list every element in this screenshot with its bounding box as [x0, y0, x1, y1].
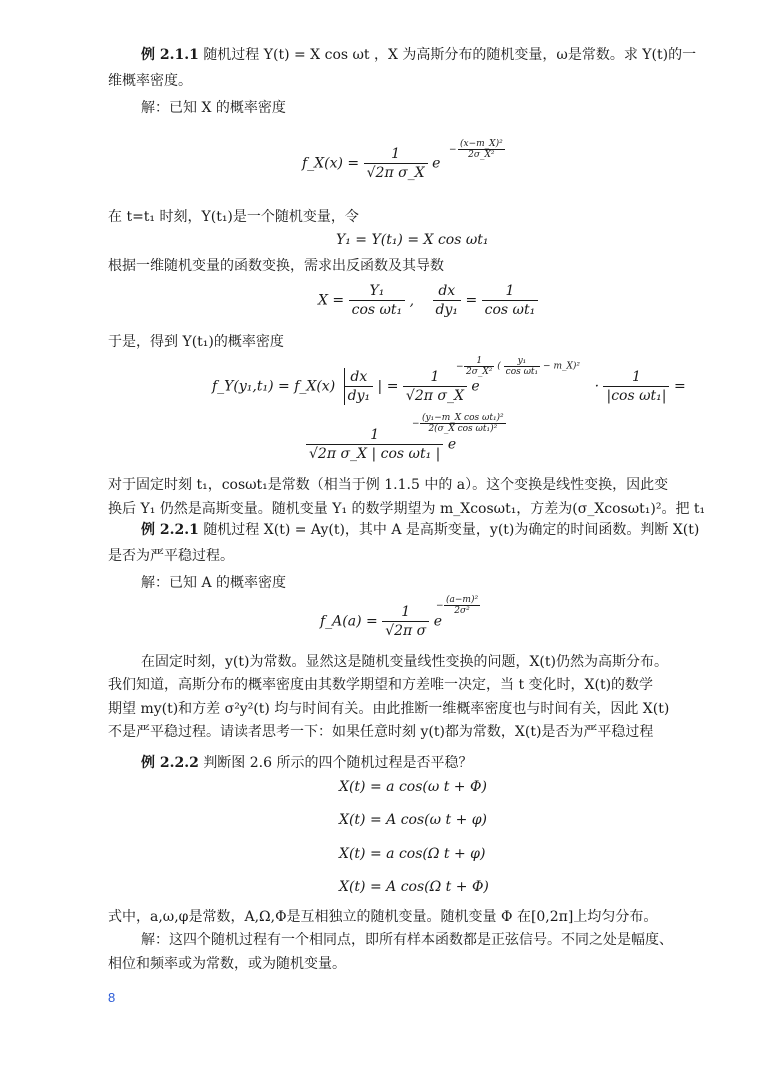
process-equation-4: X(t) = A cos(Ω t + Φ) [339, 879, 489, 895]
text-result-intro: 于是，得到 Y(t₁)的概率密度 [108, 334, 284, 350]
exponent-minus: − [456, 362, 464, 372]
example-2-1-1-line-1 [141, 46, 696, 64]
solution-intro: 解：已知 X 的概率密度 [141, 100, 286, 116]
exponent-fy-result [412, 413, 506, 434]
example-2-1-1-line-2: 维概率密度。 [108, 73, 192, 89]
text-time-instant: 在 t=t₁ 时刻，Y(t₁)是一个随机变量，令 [108, 209, 359, 225]
exponent-numerator: (y₁−m_X cos ωt₁)² [422, 413, 504, 423]
example-2-2-2-line-1 [141, 754, 472, 772]
fraction [349, 282, 406, 319]
numerator: Y₁ [349, 282, 406, 301]
example-heading: 例 2.2.1 [141, 522, 199, 538]
exponent-denominator: 2σ² [454, 606, 470, 616]
exponent-numerator: (x−m_X)² [460, 139, 503, 149]
process-equation-3: X(t) = a cos(Ω t + φ) [339, 846, 486, 862]
exponent-minus: − [412, 419, 420, 429]
equation-fx [302, 145, 440, 182]
exponent-denominator: 2(σ_X cos ωt₁)² [428, 424, 498, 434]
text-linear-transform-2: 换后 Y₁ 仍然是高斯变量。随机变量 Y₁ 的数学期望为 m_Xcosωt₁，方差为(σ_Xcosωt₁)²。把 t₁ [108, 501, 706, 517]
fraction [482, 282, 539, 319]
example-2-2-1-line-2: 是否为严平稳过程。 [108, 548, 234, 564]
denominator: cos ωt₁ [351, 302, 403, 318]
exponent-numerator: y₁ [504, 356, 541, 367]
exponent-tail: − m_X)² [543, 361, 581, 372]
equals: = [465, 292, 478, 309]
equation-lhs: f_A(a) = [320, 613, 378, 630]
fraction [403, 368, 467, 405]
example-text: 随机过程 X(t) = Ay(t)，其中 A 是高斯变量，y(t)为确定的时间函数。判断 X(t) [203, 522, 700, 538]
numerator: dx [433, 282, 461, 301]
paragraph-line-3: 期望 my(t)和方差 σ²y²(t) 均与时间有关。由此推断一维概率密度也与时间有关，因此 X(t) [108, 701, 670, 717]
denominator: √2π σ_X [366, 165, 425, 181]
fraction [603, 368, 669, 405]
denominator: √2π σ_X | cos ωt₁ | [309, 446, 441, 462]
numerator: 1 [403, 368, 467, 387]
equation-inverse [318, 282, 538, 319]
exponent-fx [449, 139, 505, 160]
denominator: √2π σ [385, 623, 427, 639]
text-function-transform: 根据一维随机变量的函数变换，需求出反函数及其导数 [108, 258, 444, 274]
process-equation-1: X(t) = a cos(ω t + Φ) [339, 779, 487, 795]
denominator: cos ωt₁ [484, 302, 536, 318]
fraction [433, 282, 461, 319]
denominator: dy₁ [347, 388, 371, 404]
numerator: 1 [306, 426, 443, 445]
exponential-e: e [447, 436, 457, 453]
fraction [382, 603, 429, 640]
exponential-e: e [433, 613, 442, 630]
text-linear-transform-1: 对于固定时刻 t₁，cosωt₁是常数（相当于例 1.1.5 中的 a）。这个变换是线性变换，因此变 [108, 477, 669, 493]
denominator: |cos ωt₁| [606, 388, 667, 404]
numerator: dx [345, 368, 373, 387]
equation-y1: Y₁ = Y(t₁) = X cos ωt₁ [336, 232, 489, 248]
paragraph-line-1: 在固定时刻，y(t)为常数。显然这是随机变量线性变换的问题，X(t)仍然为高斯分布。 [141, 654, 668, 670]
numerator: 1 [482, 282, 539, 301]
numerator: 1 [603, 368, 669, 387]
numerator: 1 [364, 145, 428, 164]
equals: = [673, 378, 686, 395]
numerator: 1 [382, 603, 429, 622]
example-heading: 例 2.2.2 [141, 755, 199, 771]
equation-lhs: f_X(x) = [302, 155, 360, 172]
exponent-paren: ( [497, 361, 501, 372]
exponent-fy [456, 356, 581, 377]
exponent-fa [436, 595, 480, 616]
exponent-numerator: (a−m)² [446, 595, 479, 605]
comma: , [409, 292, 415, 309]
process-equation-2: X(t) = A cos(ω t + φ) [339, 812, 488, 828]
solution-intro: 解：已知 A 的概率密度 [141, 575, 287, 591]
solution-line-2: 相位和频率或为常数，或为随机变量。 [108, 956, 346, 972]
exponent-minus: − [436, 601, 444, 611]
equation-fy [212, 368, 686, 405]
paragraph-line-4: 不是严平稳过程。请读者思考一下：如果任意时刻 y(t)都为常数，X(t)是否为严平稳过程 [108, 724, 654, 740]
denominator: dy₁ [435, 302, 459, 318]
example-heading: 例 2.1.1 [141, 47, 199, 63]
dot: · [594, 378, 600, 395]
equation-x: X = [318, 292, 345, 309]
solution-line-1: 解：这四个随机过程有一个相同点，即所有样本函数都是正弦信号。不同之处是幅度、 [141, 932, 673, 948]
fraction [364, 145, 428, 182]
paragraph-line-2: 我们知道，高斯分布的概率密度由其数学期望和方差唯一决定，当 t 变化时，X(t)的数学 [108, 677, 654, 693]
example-2-2-1-line-1 [141, 521, 699, 539]
equation-fa [320, 603, 442, 640]
example-text: 判断图 2.6 所示的四个随机过程是否平稳？ [203, 755, 473, 771]
example-text: 随机过程 Y(t) = X cos ωt ，X 为高斯分布的随机变量，ω是常数。求 Y(t)的一 [203, 47, 697, 63]
text-definitions: 式中，a,ω,φ是常数，A,Ω,Φ是互相独立的随机变量。随机变量 Φ 在[0,2π]上均匀分布。 [108, 909, 658, 925]
exponent-numerator: 1 [464, 356, 494, 367]
exponential-e: e [471, 378, 480, 395]
exponent-denominator: 2σ_X² [468, 150, 495, 160]
fraction [344, 368, 373, 405]
equals: = [386, 378, 399, 395]
exponent-minus: − [449, 145, 457, 155]
exponent-denominator: cos ωt₁ [505, 367, 539, 377]
abs-bar: | [377, 378, 383, 395]
exponential-e: e [432, 155, 441, 172]
denominator: √2π σ_X [405, 388, 464, 404]
exponent-denominator: 2σ_X² [466, 367, 493, 377]
equation-lhs: f_Y(y₁,t₁) = f_X(x) [212, 378, 336, 395]
page-number: 8 [108, 990, 116, 1005]
